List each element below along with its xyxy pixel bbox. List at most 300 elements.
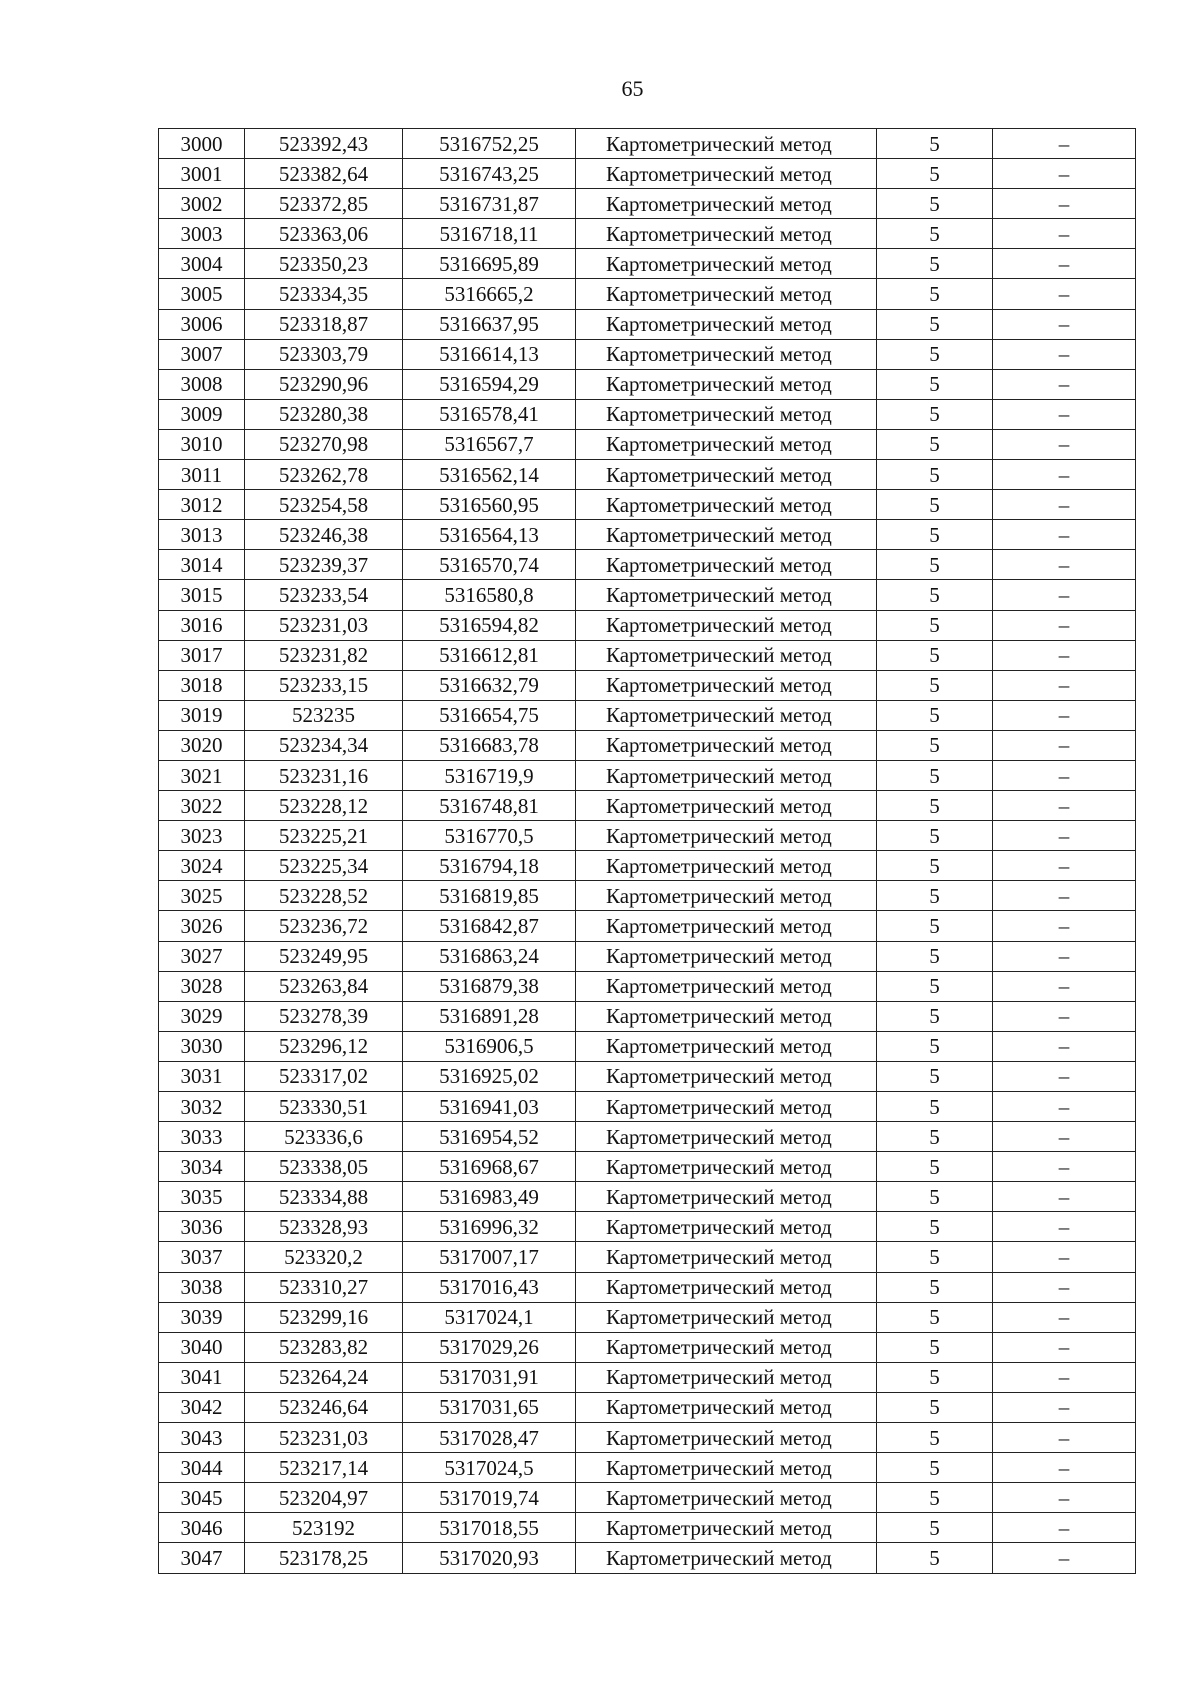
- method-cell: Картометрический метод: [576, 1182, 877, 1212]
- x-coordinate-cell: 523290,96: [245, 369, 403, 399]
- table-row: [159, 1362, 1136, 1392]
- point-number-cell: 3036: [159, 1212, 245, 1242]
- note-cell: –: [993, 1362, 1136, 1392]
- table-row: [159, 279, 1136, 309]
- note-cell: –: [993, 159, 1136, 189]
- accuracy-cell: 5: [877, 1543, 993, 1573]
- x-coordinate-cell: 523204,97: [245, 1483, 403, 1513]
- point-number-cell: 3028: [159, 971, 245, 1001]
- point-number-cell: 3008: [159, 369, 245, 399]
- table-row: [159, 821, 1136, 851]
- method-cell: Картометрический метод: [576, 791, 877, 821]
- point-number-cell: 3004: [159, 249, 245, 279]
- table-row: [159, 520, 1136, 550]
- accuracy-cell: 5: [877, 399, 993, 429]
- point-number-cell: 3022: [159, 791, 245, 821]
- accuracy-cell: 5: [877, 941, 993, 971]
- point-number-cell: 3046: [159, 1513, 245, 1543]
- note-cell: –: [993, 730, 1136, 760]
- note-cell: –: [993, 520, 1136, 550]
- point-number-cell: 3033: [159, 1122, 245, 1152]
- y-coordinate-cell: 5316906,5: [403, 1031, 576, 1061]
- method-cell: Картометрический метод: [576, 730, 877, 760]
- x-coordinate-cell: 523254,58: [245, 490, 403, 520]
- note-cell: –: [993, 1392, 1136, 1422]
- accuracy-cell: 5: [877, 1061, 993, 1091]
- y-coordinate-cell: 5316891,28: [403, 1001, 576, 1031]
- x-coordinate-cell: 523231,82: [245, 640, 403, 670]
- y-coordinate-cell: 5317007,17: [403, 1242, 576, 1272]
- accuracy-cell: 5: [877, 1362, 993, 1392]
- point-number-cell: 3027: [159, 941, 245, 971]
- table-row: [159, 309, 1136, 339]
- x-coordinate-cell: 523233,15: [245, 670, 403, 700]
- method-cell: Картометрический метод: [576, 670, 877, 700]
- method-cell: Картометрический метод: [576, 1423, 877, 1453]
- y-coordinate-cell: 5316770,5: [403, 821, 576, 851]
- table-row: [159, 1483, 1136, 1513]
- point-number-cell: 3020: [159, 730, 245, 760]
- accuracy-cell: 5: [877, 1423, 993, 1453]
- method-cell: Картометрический метод: [576, 1001, 877, 1031]
- table-row: [159, 1302, 1136, 1332]
- table-row: [159, 1392, 1136, 1422]
- method-cell: Картометрический метод: [576, 159, 877, 189]
- point-number-cell: 3025: [159, 881, 245, 911]
- x-coordinate-cell: 523303,79: [245, 339, 403, 369]
- table-row: [159, 339, 1136, 369]
- accuracy-cell: 5: [877, 1242, 993, 1272]
- point-number-cell: 3038: [159, 1272, 245, 1302]
- y-coordinate-cell: 5317016,43: [403, 1272, 576, 1302]
- accuracy-cell: 5: [877, 971, 993, 1001]
- table-row: [159, 159, 1136, 189]
- x-coordinate-cell: 523239,37: [245, 550, 403, 580]
- method-cell: Картометрический метод: [576, 580, 877, 610]
- accuracy-cell: 5: [877, 851, 993, 881]
- note-cell: –: [993, 1453, 1136, 1483]
- method-cell: Картометрический метод: [576, 700, 877, 730]
- table-row: [159, 429, 1136, 459]
- y-coordinate-cell: 5317031,65: [403, 1392, 576, 1422]
- accuracy-cell: 5: [877, 520, 993, 550]
- note-cell: –: [993, 219, 1136, 249]
- method-cell: Картометрический метод: [576, 1543, 877, 1573]
- x-coordinate-cell: 523225,34: [245, 851, 403, 881]
- point-number-cell: 3043: [159, 1423, 245, 1453]
- point-number-cell: 3007: [159, 339, 245, 369]
- note-cell: –: [993, 279, 1136, 309]
- y-coordinate-cell: 5317024,1: [403, 1302, 576, 1332]
- method-cell: Картометрический метод: [576, 610, 877, 640]
- x-coordinate-cell: 523231,03: [245, 1423, 403, 1453]
- note-cell: –: [993, 1152, 1136, 1182]
- x-coordinate-cell: 523246,38: [245, 520, 403, 550]
- note-cell: –: [993, 881, 1136, 911]
- method-cell: Картометрический метод: [576, 490, 877, 520]
- y-coordinate-cell: 5316578,41: [403, 399, 576, 429]
- y-coordinate-cell: 5316842,87: [403, 911, 576, 941]
- method-cell: Картометрический метод: [576, 129, 877, 159]
- method-cell: Картометрический метод: [576, 1061, 877, 1091]
- table-row: [159, 399, 1136, 429]
- method-cell: Картометрический метод: [576, 640, 877, 670]
- x-coordinate-cell: 523234,34: [245, 730, 403, 760]
- x-coordinate-cell: 523231,03: [245, 610, 403, 640]
- point-number-cell: 3018: [159, 670, 245, 700]
- y-coordinate-cell: 5316954,52: [403, 1122, 576, 1152]
- table-row: [159, 1031, 1136, 1061]
- coordinates-table-body: [159, 129, 1136, 1574]
- point-number-cell: 3014: [159, 550, 245, 580]
- accuracy-cell: 5: [877, 760, 993, 790]
- table-row: [159, 369, 1136, 399]
- method-cell: Картометрический метод: [576, 821, 877, 851]
- note-cell: –: [993, 1182, 1136, 1212]
- method-cell: Картометрический метод: [576, 429, 877, 459]
- note-cell: –: [993, 189, 1136, 219]
- method-cell: Картометрический метод: [576, 550, 877, 580]
- note-cell: –: [993, 640, 1136, 670]
- x-coordinate-cell: 523231,16: [245, 760, 403, 790]
- y-coordinate-cell: 5317029,26: [403, 1332, 576, 1362]
- x-coordinate-cell: 523262,78: [245, 460, 403, 490]
- x-coordinate-cell: 523338,05: [245, 1152, 403, 1182]
- table-row: [159, 1543, 1136, 1573]
- y-coordinate-cell: 5317031,91: [403, 1362, 576, 1392]
- y-coordinate-cell: 5316695,89: [403, 249, 576, 279]
- point-number-cell: 3045: [159, 1483, 245, 1513]
- method-cell: Картометрический метод: [576, 971, 877, 1001]
- note-cell: –: [993, 1001, 1136, 1031]
- table-row: [159, 941, 1136, 971]
- point-number-cell: 3047: [159, 1543, 245, 1573]
- y-coordinate-cell: 5316719,9: [403, 760, 576, 790]
- point-number-cell: 3032: [159, 1092, 245, 1122]
- note-cell: –: [993, 851, 1136, 881]
- note-cell: –: [993, 911, 1136, 941]
- y-coordinate-cell: 5317024,5: [403, 1453, 576, 1483]
- accuracy-cell: 5: [877, 369, 993, 399]
- method-cell: Картометрический метод: [576, 309, 877, 339]
- y-coordinate-cell: 5316594,82: [403, 610, 576, 640]
- point-number-cell: 3003: [159, 219, 245, 249]
- table-row: [159, 550, 1136, 580]
- note-cell: –: [993, 971, 1136, 1001]
- accuracy-cell: 5: [877, 1152, 993, 1182]
- point-number-cell: 3037: [159, 1242, 245, 1272]
- note-cell: –: [993, 1242, 1136, 1272]
- note-cell: –: [993, 490, 1136, 520]
- table-row: [159, 1453, 1136, 1483]
- x-coordinate-cell: 523228,12: [245, 791, 403, 821]
- note-cell: –: [993, 1272, 1136, 1302]
- point-number-cell: 3029: [159, 1001, 245, 1031]
- accuracy-cell: 5: [877, 1392, 993, 1422]
- note-cell: –: [993, 550, 1136, 580]
- x-coordinate-cell: 523280,38: [245, 399, 403, 429]
- x-coordinate-cell: 523283,82: [245, 1332, 403, 1362]
- method-cell: Картометрический метод: [576, 1122, 877, 1152]
- note-cell: –: [993, 700, 1136, 730]
- accuracy-cell: 5: [877, 309, 993, 339]
- y-coordinate-cell: 5316743,25: [403, 159, 576, 189]
- point-number-cell: 3009: [159, 399, 245, 429]
- page-number: 65: [621, 76, 644, 101]
- x-coordinate-cell: 523249,95: [245, 941, 403, 971]
- y-coordinate-cell: 5317019,74: [403, 1483, 576, 1513]
- method-cell: Картометрический метод: [576, 1152, 877, 1182]
- y-coordinate-cell: 5316564,13: [403, 520, 576, 550]
- y-coordinate-cell: 5316794,18: [403, 851, 576, 881]
- note-cell: –: [993, 1423, 1136, 1453]
- method-cell: Картометрический метод: [576, 1453, 877, 1483]
- method-cell: Картометрический метод: [576, 1272, 877, 1302]
- accuracy-cell: 5: [877, 640, 993, 670]
- accuracy-cell: 5: [877, 129, 993, 159]
- point-number-cell: 3010: [159, 429, 245, 459]
- note-cell: –: [993, 580, 1136, 610]
- x-coordinate-cell: 523296,12: [245, 1031, 403, 1061]
- x-coordinate-cell: 523217,14: [245, 1453, 403, 1483]
- x-coordinate-cell: 523228,52: [245, 881, 403, 911]
- y-coordinate-cell: 5317020,93: [403, 1543, 576, 1573]
- table-row: [159, 1001, 1136, 1031]
- y-coordinate-cell: 5316819,85: [403, 881, 576, 911]
- point-number-cell: 3026: [159, 911, 245, 941]
- x-coordinate-cell: 523192: [245, 1513, 403, 1543]
- x-coordinate-cell: 523334,88: [245, 1182, 403, 1212]
- method-cell: Картометрический метод: [576, 1392, 877, 1422]
- point-number-cell: 3039: [159, 1302, 245, 1332]
- x-coordinate-cell: 523320,2: [245, 1242, 403, 1272]
- note-cell: –: [993, 460, 1136, 490]
- x-coordinate-cell: 523334,35: [245, 279, 403, 309]
- accuracy-cell: 5: [877, 1212, 993, 1242]
- point-number-cell: 3016: [159, 610, 245, 640]
- table-row: [159, 1242, 1136, 1272]
- table-row: [159, 760, 1136, 790]
- accuracy-cell: 5: [877, 1182, 993, 1212]
- y-coordinate-cell: 5316718,11: [403, 219, 576, 249]
- x-coordinate-cell: 523299,16: [245, 1302, 403, 1332]
- point-number-cell: 3017: [159, 640, 245, 670]
- table-row: [159, 851, 1136, 881]
- x-coordinate-cell: 523233,54: [245, 580, 403, 610]
- note-cell: –: [993, 1061, 1136, 1091]
- y-coordinate-cell: 5316570,74: [403, 550, 576, 580]
- note-cell: –: [993, 369, 1136, 399]
- table-row: [159, 1182, 1136, 1212]
- table-row: [159, 730, 1136, 760]
- accuracy-cell: 5: [877, 911, 993, 941]
- point-number-cell: 3005: [159, 279, 245, 309]
- y-coordinate-cell: 5316632,79: [403, 670, 576, 700]
- accuracy-cell: 5: [877, 610, 993, 640]
- x-coordinate-cell: 523236,72: [245, 911, 403, 941]
- accuracy-cell: 5: [877, 1513, 993, 1543]
- y-coordinate-cell: 5316562,14: [403, 460, 576, 490]
- table-row: [159, 1513, 1136, 1543]
- y-coordinate-cell: 5316731,87: [403, 189, 576, 219]
- point-number-cell: 3044: [159, 1453, 245, 1483]
- accuracy-cell: 5: [877, 1453, 993, 1483]
- method-cell: Картометрический метод: [576, 941, 877, 971]
- accuracy-cell: 5: [877, 279, 993, 309]
- method-cell: Картометрический метод: [576, 1092, 877, 1122]
- accuracy-cell: 5: [877, 700, 993, 730]
- accuracy-cell: 5: [877, 1031, 993, 1061]
- point-number-cell: 3012: [159, 490, 245, 520]
- table-row: [159, 1061, 1136, 1091]
- y-coordinate-cell: 5316863,24: [403, 941, 576, 971]
- accuracy-cell: 5: [877, 730, 993, 760]
- y-coordinate-cell: 5316614,13: [403, 339, 576, 369]
- method-cell: Картометрический метод: [576, 1212, 877, 1242]
- point-number-cell: 3041: [159, 1362, 245, 1392]
- method-cell: Картометрический метод: [576, 1031, 877, 1061]
- point-number-cell: 3011: [159, 460, 245, 490]
- note-cell: –: [993, 610, 1136, 640]
- method-cell: Картометрический метод: [576, 279, 877, 309]
- table-row: [159, 791, 1136, 821]
- x-coordinate-cell: 523263,84: [245, 971, 403, 1001]
- method-cell: Картометрический метод: [576, 249, 877, 279]
- x-coordinate-cell: 523278,39: [245, 1001, 403, 1031]
- note-cell: –: [993, 760, 1136, 790]
- y-coordinate-cell: 5316752,25: [403, 129, 576, 159]
- method-cell: Картометрический метод: [576, 339, 877, 369]
- point-number-cell: 3015: [159, 580, 245, 610]
- table-row: [159, 1122, 1136, 1152]
- note-cell: –: [993, 429, 1136, 459]
- point-number-cell: 3034: [159, 1152, 245, 1182]
- table-row: [159, 249, 1136, 279]
- note-cell: –: [993, 1302, 1136, 1332]
- point-number-cell: 3006: [159, 309, 245, 339]
- method-cell: Картометрический метод: [576, 1332, 877, 1362]
- note-cell: –: [993, 1483, 1136, 1513]
- method-cell: Картометрический метод: [576, 189, 877, 219]
- point-number-cell: 3030: [159, 1031, 245, 1061]
- accuracy-cell: 5: [877, 429, 993, 459]
- table-row: [159, 670, 1136, 700]
- note-cell: –: [993, 1513, 1136, 1543]
- note-cell: –: [993, 1092, 1136, 1122]
- y-coordinate-cell: 5316594,29: [403, 369, 576, 399]
- method-cell: Картометрический метод: [576, 219, 877, 249]
- x-coordinate-cell: 523350,23: [245, 249, 403, 279]
- accuracy-cell: 5: [877, 219, 993, 249]
- point-number-cell: 3021: [159, 760, 245, 790]
- point-number-cell: 3035: [159, 1182, 245, 1212]
- method-cell: Картометрический метод: [576, 760, 877, 790]
- accuracy-cell: 5: [877, 1272, 993, 1302]
- point-number-cell: 3024: [159, 851, 245, 881]
- table-row: [159, 490, 1136, 520]
- accuracy-cell: 5: [877, 249, 993, 279]
- y-coordinate-cell: 5316968,67: [403, 1152, 576, 1182]
- x-coordinate-cell: 523264,24: [245, 1362, 403, 1392]
- x-coordinate-cell: 523317,02: [245, 1061, 403, 1091]
- table-row: [159, 580, 1136, 610]
- note-cell: –: [993, 399, 1136, 429]
- x-coordinate-cell: 523382,64: [245, 159, 403, 189]
- x-coordinate-cell: 523235: [245, 700, 403, 730]
- table-row: [159, 700, 1136, 730]
- point-number-cell: 3031: [159, 1061, 245, 1091]
- note-cell: –: [993, 941, 1136, 971]
- y-coordinate-cell: 5316941,03: [403, 1092, 576, 1122]
- y-coordinate-cell: 5316879,38: [403, 971, 576, 1001]
- method-cell: Картометрический метод: [576, 911, 877, 941]
- method-cell: Картометрический метод: [576, 881, 877, 911]
- method-cell: Картометрический метод: [576, 460, 877, 490]
- accuracy-cell: 5: [877, 580, 993, 610]
- x-coordinate-cell: 523392,43: [245, 129, 403, 159]
- note-cell: –: [993, 1212, 1136, 1242]
- coordinates-table: [158, 128, 1136, 1574]
- accuracy-cell: 5: [877, 670, 993, 700]
- accuracy-cell: 5: [877, 881, 993, 911]
- y-coordinate-cell: 5316637,95: [403, 309, 576, 339]
- method-cell: Картометрический метод: [576, 369, 877, 399]
- y-coordinate-cell: 5316567,7: [403, 429, 576, 459]
- y-coordinate-cell: 5316925,02: [403, 1061, 576, 1091]
- note-cell: –: [993, 1031, 1136, 1061]
- note-cell: –: [993, 1122, 1136, 1152]
- method-cell: Картометрический метод: [576, 1483, 877, 1513]
- note-cell: –: [993, 1332, 1136, 1362]
- accuracy-cell: 5: [877, 1001, 993, 1031]
- note-cell: –: [993, 821, 1136, 851]
- table-row: [159, 189, 1136, 219]
- y-coordinate-cell: 5316996,32: [403, 1212, 576, 1242]
- x-coordinate-cell: 523270,98: [245, 429, 403, 459]
- accuracy-cell: 5: [877, 460, 993, 490]
- table-row: [159, 881, 1136, 911]
- x-coordinate-cell: 523328,93: [245, 1212, 403, 1242]
- table-row: [159, 971, 1136, 1001]
- y-coordinate-cell: 5317028,47: [403, 1423, 576, 1453]
- method-cell: Картометрический метод: [576, 851, 877, 881]
- accuracy-cell: 5: [877, 189, 993, 219]
- accuracy-cell: 5: [877, 159, 993, 189]
- table-row: [159, 219, 1136, 249]
- note-cell: –: [993, 791, 1136, 821]
- y-coordinate-cell: 5316748,81: [403, 791, 576, 821]
- note-cell: –: [993, 309, 1136, 339]
- accuracy-cell: 5: [877, 821, 993, 851]
- point-number-cell: 3002: [159, 189, 245, 219]
- x-coordinate-cell: 523330,51: [245, 1092, 403, 1122]
- accuracy-cell: 5: [877, 1122, 993, 1152]
- point-number-cell: 3000: [159, 129, 245, 159]
- table-row: [159, 911, 1136, 941]
- method-cell: Картометрический метод: [576, 399, 877, 429]
- accuracy-cell: 5: [877, 339, 993, 369]
- x-coordinate-cell: 523318,87: [245, 309, 403, 339]
- table-row: [159, 129, 1136, 159]
- method-cell: Картометрический метод: [576, 1513, 877, 1543]
- accuracy-cell: 5: [877, 1092, 993, 1122]
- y-coordinate-cell: 5316612,81: [403, 640, 576, 670]
- x-coordinate-cell: 523363,06: [245, 219, 403, 249]
- method-cell: Картометрический метод: [576, 1242, 877, 1272]
- table-row: [159, 1212, 1136, 1242]
- y-coordinate-cell: 5316560,95: [403, 490, 576, 520]
- table-row: [159, 640, 1136, 670]
